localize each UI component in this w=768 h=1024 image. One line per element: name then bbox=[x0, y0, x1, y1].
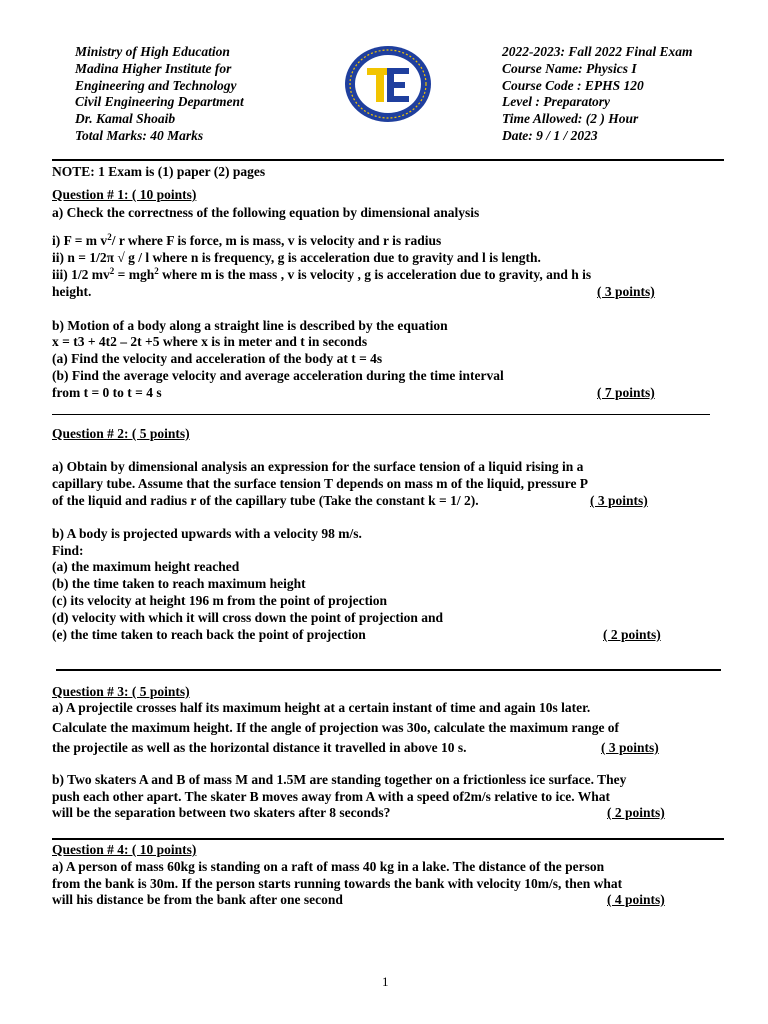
q1-b-line-2: x = t3 + 4t2 – 2t +5 where x is in meter and t in seconds bbox=[52, 334, 368, 349]
q4-a-points: ( 4 points) bbox=[607, 892, 665, 907]
header-right bbox=[502, 44, 693, 145]
q2-b-line-2: Find: bbox=[52, 543, 84, 558]
institute-logo bbox=[343, 44, 433, 124]
q3-a-line-3: the projectile as well as the horizontal distance it travelled in above 10 s. bbox=[52, 740, 467, 755]
q1-equation-iii-end: height. bbox=[52, 284, 92, 299]
q1-equation-i: i) F = m $v^2/$ r where F is force, m is mass, v is velocity and r is radius bbox=[52, 232, 442, 248]
q3-b-line-3: will be the separation between two skaters after 8 seconds? bbox=[52, 805, 391, 820]
department-line: Civil Engineering Department bbox=[75, 94, 244, 110]
q3-a-line-1: a) A projectile crosses half its maximum height at a certain instant of time and again 10s later. bbox=[52, 700, 591, 715]
q3-b-points: ( 2 points) bbox=[607, 805, 665, 820]
course-name-line: Course Name: Physics I bbox=[502, 60, 637, 76]
q3-title: Question # 3: ( 5 points) bbox=[52, 684, 190, 699]
q3-b-line-2: push each other apart. The skater B moves away from A with a speed of2m/s relative to ice. What bbox=[52, 789, 610, 804]
q1-divider bbox=[52, 414, 710, 415]
q1-b-line-1: b) Motion of a body along a straight line is described by the equation bbox=[52, 318, 448, 333]
time-allowed-line: Time Allowed: (2 ) Hour bbox=[502, 111, 639, 127]
q3-a-line-2: Calculate the maximum height. If the angle of projection was 30o, calculate the maximum range of bbox=[52, 720, 620, 735]
q1-b-line-3: (a) Find the velocity and acceleration of the body at t = 4s bbox=[52, 351, 383, 366]
q1-a-intro: a) Check the correctness of the following equation by dimensional analysis bbox=[52, 205, 480, 220]
q1-b-points: ( 7 points) bbox=[597, 385, 655, 400]
q1-b-line-5: from t = 0 to t = 4 s bbox=[52, 385, 162, 400]
ministry-line: Ministry of High Education bbox=[75, 44, 230, 59]
q2-b-line-7: (e) the time taken to reach back the point of projection bbox=[52, 627, 366, 642]
q1-b-line-4: (b) Find the average velocity and average acceleration during the time interval bbox=[52, 368, 504, 383]
q2-b-points: ( 2 points) bbox=[603, 627, 661, 642]
q4-a-line-3: will his distance be from the bank after one second bbox=[52, 892, 343, 907]
exam-note: NOTE: 1 Exam is (1) paper (2) pages bbox=[52, 164, 266, 179]
q4-title: Question # 4: ( 10 points) bbox=[52, 842, 197, 857]
q1-a-points: ( 3 points) bbox=[597, 284, 655, 299]
q1-equation-iii: iii) 1/2 $mv^2 = mgh^2$ where m is the mass , v is velocity , g is acceleration due to gravity, and h is bbox=[52, 266, 592, 282]
institute-line-2: Engineering and Technology bbox=[75, 77, 237, 93]
total-marks-line: Total Marks: 40 Marks bbox=[75, 127, 204, 143]
exam-line: 2022-2023: Fall 2022 Final Exam bbox=[502, 44, 693, 59]
course-code-line: Course Code : EPHS 120 bbox=[502, 77, 644, 93]
institute-line: Madina Higher Institute for bbox=[75, 60, 232, 76]
q2-a-line-2: capillary tube. Assume that the surface tension T depends on mass m of the liquid, pressure P bbox=[52, 476, 589, 491]
q2-divider bbox=[56, 669, 721, 671]
q3-a-points: ( 3 points) bbox=[601, 740, 659, 755]
q3-divider bbox=[52, 838, 724, 840]
q2-a-line-1: a) Obtain by dimensional analysis an expression for the surface tension of a liquid rising in a bbox=[52, 459, 584, 474]
page-number: 1 bbox=[382, 974, 389, 989]
date-line: Date: 9 / 1 / 2023 bbox=[502, 127, 598, 143]
q2-title: Question # 2: ( 5 points) bbox=[52, 426, 190, 441]
q1-equation-ii: ii) n = 1/2π √ g / l where n is frequency, g is acceleration due to gravity and l is length. bbox=[52, 250, 541, 265]
q4-a-line-2: from the bank is 30m. If the person starts running towards the bank with velocity 10m/s, then what bbox=[52, 876, 623, 891]
q1-title: Question # 1: ( 10 points) bbox=[52, 187, 197, 202]
q2-b-line-3: (a) the maximum height reached bbox=[52, 559, 240, 574]
q4-a-line-1: a) A person of mass 60kg is standing on a raft of mass 40 kg in a lake. The distance of the person bbox=[52, 859, 605, 874]
q2-b-line-1: b) A body is projected upwards with a velocity 98 m/s. bbox=[52, 526, 362, 541]
q2-b-line-6: (d) velocity with which it will cross down the point of projection and bbox=[52, 610, 444, 625]
q2-b-line-5: (c) its velocity at height 196 m from the point of projection bbox=[52, 593, 388, 608]
q2-a-line-3: of the liquid and radius r of the capillary tube (Take the constant k = 1/ 2). bbox=[52, 493, 479, 508]
q2-b-line-4: (b) the time taken to reach maximum height bbox=[52, 576, 306, 591]
q2-a-points: ( 3 points) bbox=[590, 493, 648, 508]
level-line: Level : Preparatory bbox=[502, 94, 610, 110]
header-divider bbox=[52, 159, 724, 161]
q3-b-line-1: b) Two skaters A and B of mass M and 1.5M are standing together on a frictionless ice surface. They bbox=[52, 772, 627, 787]
header-left bbox=[75, 44, 244, 145]
instructor-line: Dr. Kamal Shoaib bbox=[75, 111, 176, 127]
